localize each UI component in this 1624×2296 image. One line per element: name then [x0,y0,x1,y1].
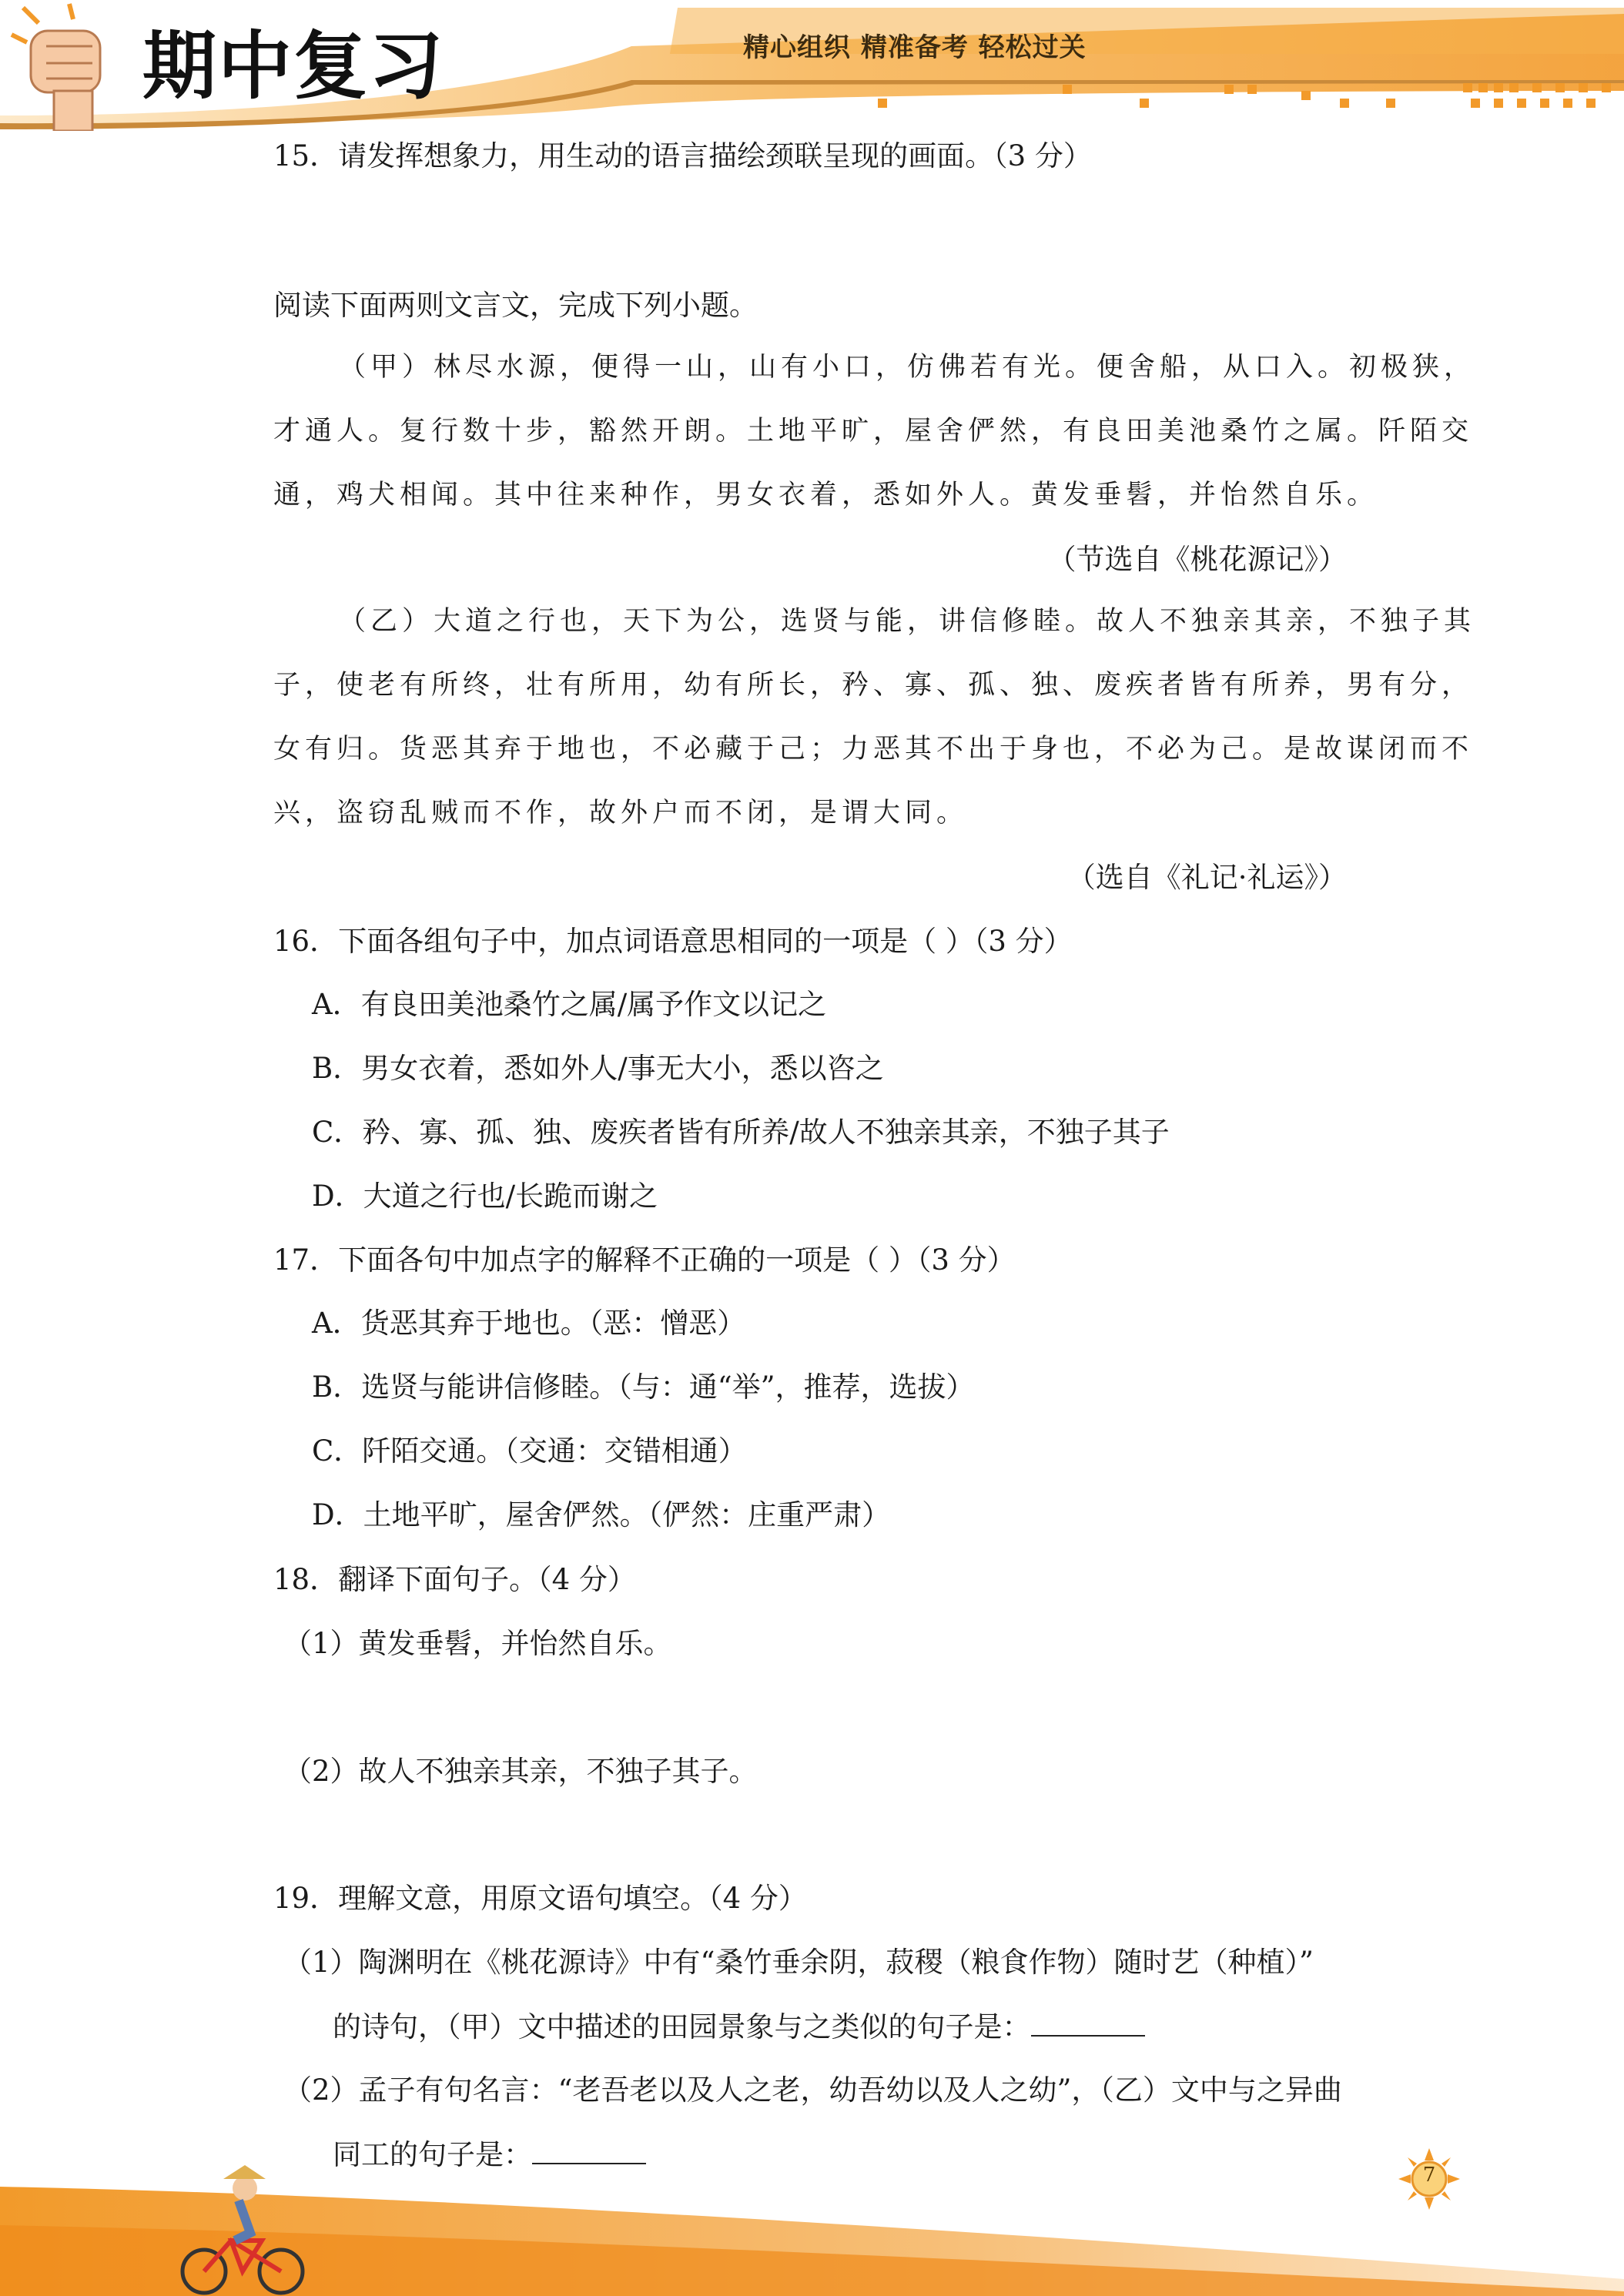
question-19-stem: 19．理解文意，用原文语句填空。（4 分） [273,1882,807,1915]
question-16-stem: 16．下面各组句子中，加点词语意思相同的一项是（ ）（3 分） [273,925,1073,958]
question-18-item-2: （2）故人不独亲其亲，不独子其子。 [283,1755,758,1788]
page-header [0,0,1624,131]
question-16-option-d: D．大道之行也/长跪而谢之 [312,1180,658,1213]
question-19-item-1-line-1: （1）陶渊明在《桃花源诗》中有“桑竹垂余阴，菽稷（粮食作物）随时艺（种植）” [283,1946,1314,1979]
question-17-option-a: A．货恶其弃于地也。（恶：憎恶） [312,1307,746,1340]
passage-yi-line-1: （乙）大道之行也，天下为公，选贤与能，讲信修睦。故人不独亲其亲，不独子其 [339,606,1476,637]
question-16-option-a: A．有良田美池桑竹之属/属予作文以记之 [312,988,827,1021]
header-title: 期中复习 [142,23,444,109]
passage-jia-line-1: （甲）林尽水源，便得一山，山有小口，仿佛若有光。便舍船，从口入。初极狭， [339,352,1476,383]
passage-jia-source: （节选自《桃花源记》） [1047,543,1347,576]
footer-banner-graphic [0,2140,1624,2296]
passage-yi-source: （选自《礼记·礼运》） [1066,861,1347,894]
question-19-item-2-text: 同工的句子是： [333,2138,532,2171]
page-footer [0,2140,1624,2296]
question-19-item-1-text: 的诗句，（甲）文中描述的田园景象与之类似的句子是： [333,2010,1031,2043]
question-19-item-1-line-2 [333,2012,1145,2041]
question-15: 15．请发挥想象力，用生动的语言描绘颈联呈现的画面。（3 分） [273,139,1092,172]
passage-jia-line-3: 通，鸡犬相闻。其中往来种作，男女衣着，悉如外人。黄发垂髫，并怡然自乐。 [273,480,1379,510]
question-17-option-d: D．土地平旷，屋舍俨然。（俨然：庄重严肃） [312,1498,891,1531]
header-slogan: 精心组织 精准备考 轻松过关 [743,32,1087,63]
fist-icon [12,4,100,131]
answer-blank[interactable] [1031,2012,1145,2037]
question-16-option-b: B．男女衣着，悉如外人/事无大小，悉以咨之 [312,1052,884,1085]
reading-intro: 阅读下面两则文言文，完成下列小题。 [273,289,758,322]
passage-jia-line-2: 才通人。复行数十步，豁然开朗。土地平旷，屋舍俨然，有良田美池桑竹之属。阡陌交 [273,416,1474,447]
passage-yi-line-3: 女有归。货恶其弃于地也，不必藏于己；力恶其不出于身也，不必为己。是故谋闭而不 [273,734,1474,765]
page-number: 7 [1422,2164,1436,2187]
question-17-stem: 17．下面各句中加点字的解释不正确的一项是（ ）（3 分） [273,1243,1016,1277]
passage-yi-line-4: 兴，盗窃乱贼而不作，故外户而不闭，是谓大同。 [273,798,969,828]
question-17-option-c: C．阡陌交通。（交通：交错相通） [312,1434,747,1468]
question-16-option-c: C．矜、寡、孤、独、废疾者皆有所养/故人不独亲其亲，不独子其子 [312,1116,1170,1149]
question-19-item-2-line-1: （2）孟子有句名言：“老吾老以及人之老，幼吾幼以及人之幼”，（乙）文中与之异曲 [283,2073,1342,2107]
question-17-option-b: B．选贤与能讲信修睦。（与：通“举”，推荐，选拔） [312,1371,975,1404]
question-18-stem: 18．翻译下面句子。（4 分） [273,1563,636,1596]
question-18-item-1: （1）黄发垂髫，并怡然自乐。 [283,1627,672,1660]
passage-yi-line-2: 子，使老有所终，壮有所用，幼有所长，矜、寡、孤、独、废疾者皆有所养，男有分， [273,670,1474,701]
